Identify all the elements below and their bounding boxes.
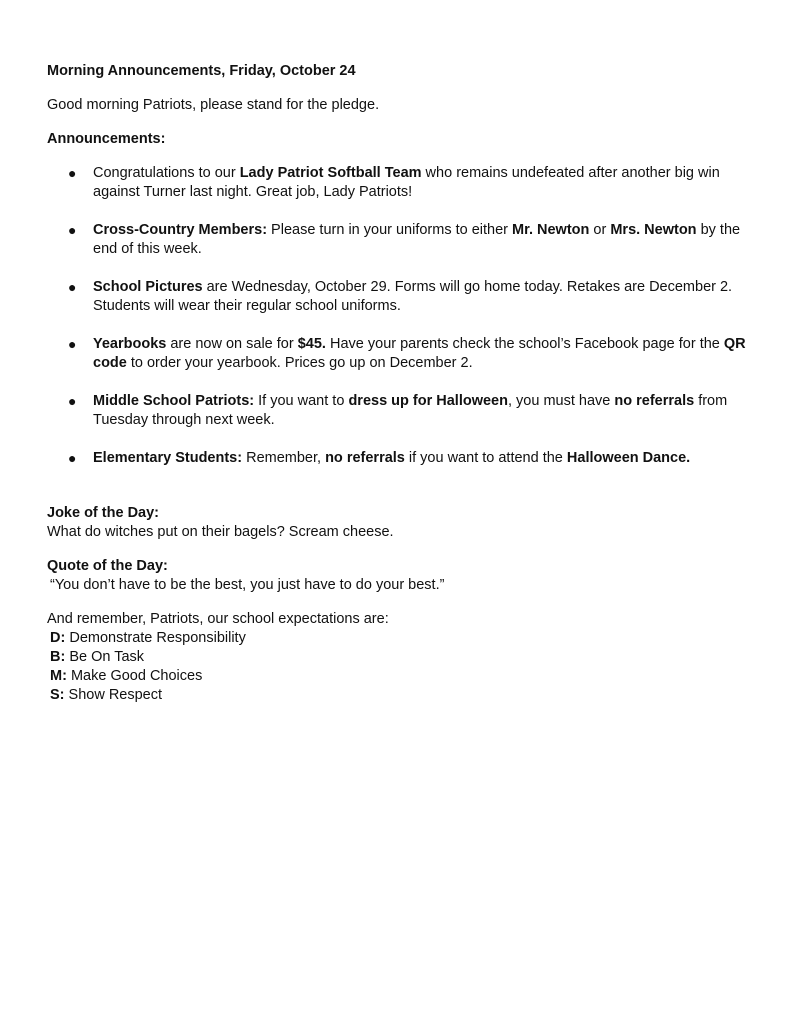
announcements-heading: Announcements: bbox=[47, 131, 166, 147]
announcement-text: Middle School Patriots: If you want to dress up for Halloween, you must have no referrals from Tuesday through next week. bbox=[93, 393, 728, 428]
announcement-item bbox=[47, 392, 747, 430]
announcement-text: Elementary Students: Remember, no referrals if you want to attend the Halloween Dance. bbox=[93, 450, 691, 466]
announcement-text: Yearbooks are now on sale for $45. Have your parents check the school’s Facebook page for the QR code to order your yearbook. Prices go up on December 2. bbox=[93, 336, 746, 371]
announcement-item bbox=[47, 164, 747, 202]
announcement-text: Congratulations to our Lady Patriot Softball Team who remains undefeated after another big win against Turner last night. Great job, Lady Patriots! bbox=[93, 165, 720, 200]
joke-text: What do witches put on their bagels? Scream cheese. bbox=[47, 524, 394, 540]
expectation-item: B: Be On Task bbox=[50, 649, 145, 665]
expectations-intro: And remember, Patriots, our school expectations are: bbox=[47, 611, 389, 627]
bullet-icon: ● bbox=[68, 222, 77, 238]
announcement-text: Cross-Country Members: Please turn in your uniforms to either Mr. Newton or Mrs. Newton by the end of this week. bbox=[93, 222, 741, 257]
announcement-item bbox=[47, 449, 747, 468]
bullet-icon: ● bbox=[68, 279, 77, 295]
bullet-icon: ● bbox=[68, 450, 77, 466]
bullet-icon: ● bbox=[68, 393, 77, 409]
announcement-text: School Pictures are Wednesday, October 29. Forms will go home today. Retakes are December 2. Students will wear their regular school uniforms. bbox=[93, 279, 733, 314]
expectation-item: D: Demonstrate Responsibility bbox=[50, 630, 246, 646]
document-page bbox=[47, 62, 747, 705]
announcement-item bbox=[47, 335, 747, 373]
quote-text: “You don’t have to be the best, you just have to do your best.” bbox=[50, 577, 445, 593]
announcement-item bbox=[47, 221, 747, 259]
greeting: Good morning Patriots, please stand for the pledge. bbox=[47, 97, 380, 113]
expectation-item: S: Show Respect bbox=[50, 687, 163, 703]
expectation-item: M: Make Good Choices bbox=[50, 668, 203, 684]
bullet-icon: ● bbox=[68, 336, 77, 352]
announcements-list bbox=[47, 164, 747, 468]
quote-heading: Quote of the Day: bbox=[47, 558, 168, 574]
announcement-item bbox=[47, 278, 747, 316]
page-title: Morning Announcements, Friday, October 24 bbox=[47, 63, 356, 79]
joke-heading: Joke of the Day: bbox=[47, 505, 159, 521]
bullet-icon: ● bbox=[68, 165, 77, 181]
